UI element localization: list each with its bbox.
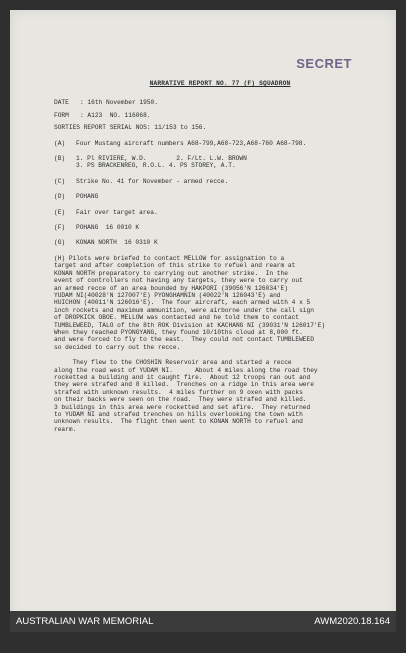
footer-accession: AWM2020.18.164: [314, 616, 390, 627]
item-text: Fair over target area.: [76, 208, 158, 216]
item-label: (B): [54, 155, 66, 163]
footer-institution: AUSTRALIAN WAR MEMORIAL: [16, 616, 154, 627]
item-label: (F): [54, 224, 66, 232]
item-text: POHANG 16 0010 K: [76, 224, 140, 232]
secret-stamp: SECRET: [296, 56, 352, 71]
item-label: (G): [54, 239, 66, 247]
report-item: [54, 239, 386, 246]
report-item: [54, 193, 386, 200]
item-label: (D): [54, 193, 66, 201]
report-item: [54, 209, 386, 216]
report-item: [54, 140, 386, 147]
paragraph-h: (H) Pilots were briefed to contact MELLOW for assignation to a target and after completion of this strike to refuel and rearm at KONAN NORTH preparatory to carrying out another strike. In the event of controllers not having any targets, they were to carry out an armed recce of an area bounded by HAKPORI (39056'N 126034'E) YUDAM NI(40028'N 127007'E) PYONGHAMNIN (40022'N 126043'E) and HUICHON (40011'N 126016'E). The four aircraft, each armed with 4 x 5 inch rockets and maximum ammunition, were airborne under the call sign of DROPKICK OBOE. MELLOW was contacted and he told them to contact TUMBLEWEED, TALO of the 8th ROK Division at KACHANG NI (39031'N 126017'E) When they reached PYONGYANG, they found 10/10ths cloud at 8,000 ft. and were forced to fly to the east. They could not contact TUMBLEWEED so decided to carry out the recce.: [54, 254, 326, 351]
item-list: [54, 140, 386, 247]
date-line: DATE : 16th November 1950.: [54, 99, 158, 107]
report-title: NARRATIVE REPORT NO. 77 (F) SQUADRON: [149, 80, 291, 87]
item-label: (A): [54, 139, 66, 147]
report-item: [54, 224, 386, 231]
item-text: POHANG: [76, 193, 99, 201]
form-line: FORM : A123 NO. 116068.: [54, 111, 151, 119]
paragraph-narrative: They flew to the CHOSHIN Reservoir area and started a recce along the road west of YUDAM NI. About 4 miles along the road they rocketted a building and it caught fire. About 12 troops ran out and they were strafed and 8 killed. Trenches on a ridge in this area were strafed with unknown results. 4 miles further on 9 oxen with packs on their backs were seen on the road. They were strafed and killed. 3 buildings in this area were rocketted and set afire. They returned to YUDAM NI and strafed trenches on hills overlooking the town with unknown results. The flight then went to KONAN NORTH to refuel and rearm.: [54, 359, 318, 433]
report-item: [54, 178, 386, 185]
sorties-line: SORTIES REPORT SERIAL NOS: 11/153 to 156.: [54, 124, 207, 132]
report-body: [54, 80, 386, 441]
item-text: 1. Pl RIVIERE, W.D. 2. F/Lt. L.W. BROWN 3. PS BRACKENREG, R.O.L. 4. PS STOREY, A.T.: [76, 155, 247, 170]
document-page: [10, 10, 396, 632]
item-label: (C): [54, 177, 66, 185]
item-text: KONAN NORTH 16 0310 K: [76, 239, 158, 247]
archive-footer: [10, 611, 396, 632]
report-item: [54, 155, 386, 170]
item-label: (E): [54, 208, 66, 216]
item-text: Four Mustang aircraft numbers A68-799,A68-723,A68-760 A68-798.: [76, 139, 307, 147]
item-text: Strike No. 41 for November - armed recce.: [76, 177, 229, 185]
